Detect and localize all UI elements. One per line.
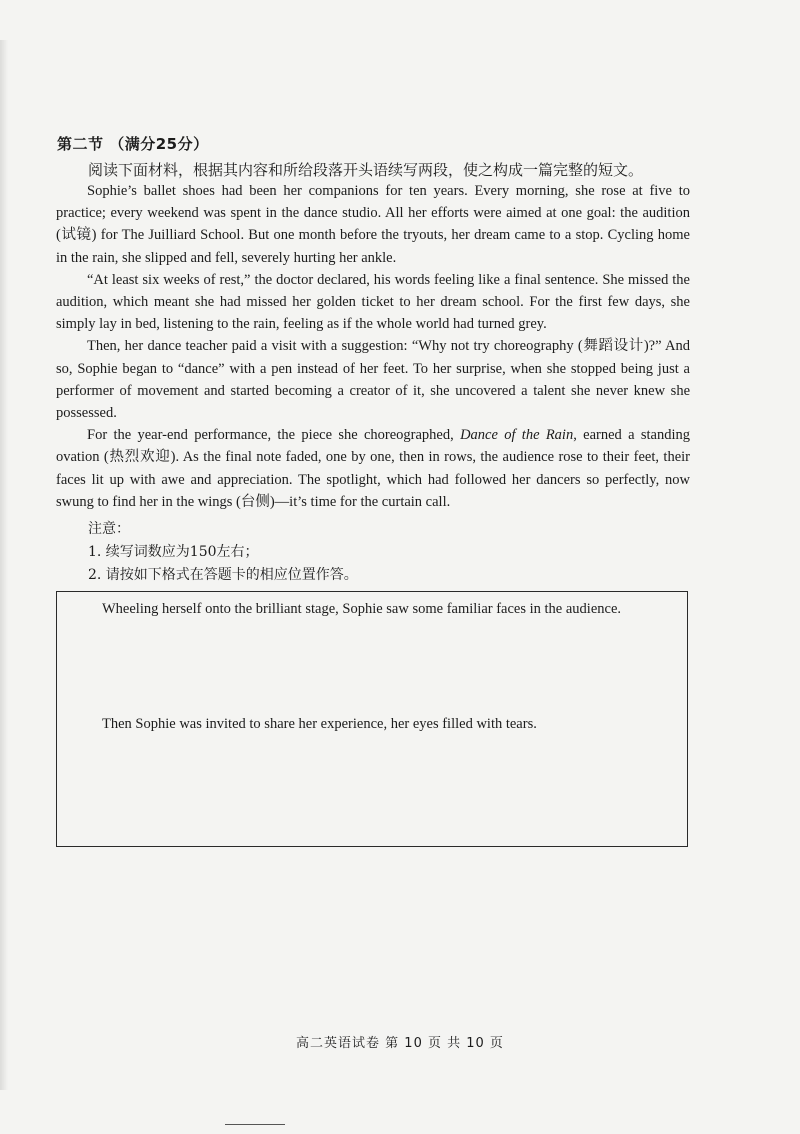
reading-passage xyxy=(56,180,690,513)
passage-paragraph-4 xyxy=(56,424,690,513)
note-item-1: 1. 续写词数应为150左右； xyxy=(88,544,259,560)
piece-title: Dance of the Rain xyxy=(460,427,574,444)
passage-paragraph-1: Sophie’s ballet shoes had been her companions for ten years. Every morning, she rose at five to practice; every weekend was spent in the dance studio. All her efforts were aimed at one goal: the audition (试镜) for The Juilliard School. But one month before the tryouts, her dream came to a stop. Cycling home in the rain, she slipped and fell, severely hurting her ankle. xyxy=(56,183,690,266)
section-instruction: 阅读下面材料，根据其内容和所给段落开头语续写两段，使之构成一篇完整的短文。 xyxy=(88,161,644,179)
passage-paragraph-2: “At least six weeks of rest,” the doctor declared, his words feeling like a final sentence. She missed the audition, which meant she had missed her golden ticket to her dream school. For the first few days, she simply lay in bed, listening to the rain, feeling as if the whole world had turned grey. xyxy=(56,271,690,333)
paragraph-4-before: For the year-end performance, the piece she choreographed, xyxy=(87,427,461,444)
scan-edge-shadow xyxy=(0,40,8,1090)
answer-format-box xyxy=(56,591,688,847)
note-item-2: 2. 请按如下格式在答题卡的相应位置作答。 xyxy=(88,567,358,583)
continuation-opening-1: Wheeling herself onto the brilliant stage, Sophie saw some familiar faces in the audience. xyxy=(102,601,622,617)
notes-block xyxy=(88,518,358,587)
continuation-opening-2: Then Sophie was invited to share her experience, her eyes filled with tears. xyxy=(102,716,537,732)
notes-heading: 注意： xyxy=(88,521,130,537)
bottom-rule xyxy=(225,1124,285,1125)
page-footer: 高二英语试卷 第 10 页 共 10 页 xyxy=(296,1036,504,1051)
section-title: 第二节 （满分25分） xyxy=(57,135,209,153)
paragraph-4-after: , earned a standing ovation (热烈欢迎). As the final note faded, one by one, then in rows, the audience rose to their feet, their faces lit up with awe and appreciation. The spotlight, which had followed her dancers so perfectly, now swung to find her in the wings (台侧)—it’s time for the curtain call. xyxy=(56,427,690,510)
passage-paragraph-3: Then, her dance teacher paid a visit with a suggestion: “Why not try choreography (舞蹈设计)?” And so, Sophie began to “dance” with a pen instead of her feet. To her surprise, when she stopped being just a performer of movement and started becoming a creator of it, she uncovered a talent she never knew she possessed. xyxy=(56,338,690,422)
